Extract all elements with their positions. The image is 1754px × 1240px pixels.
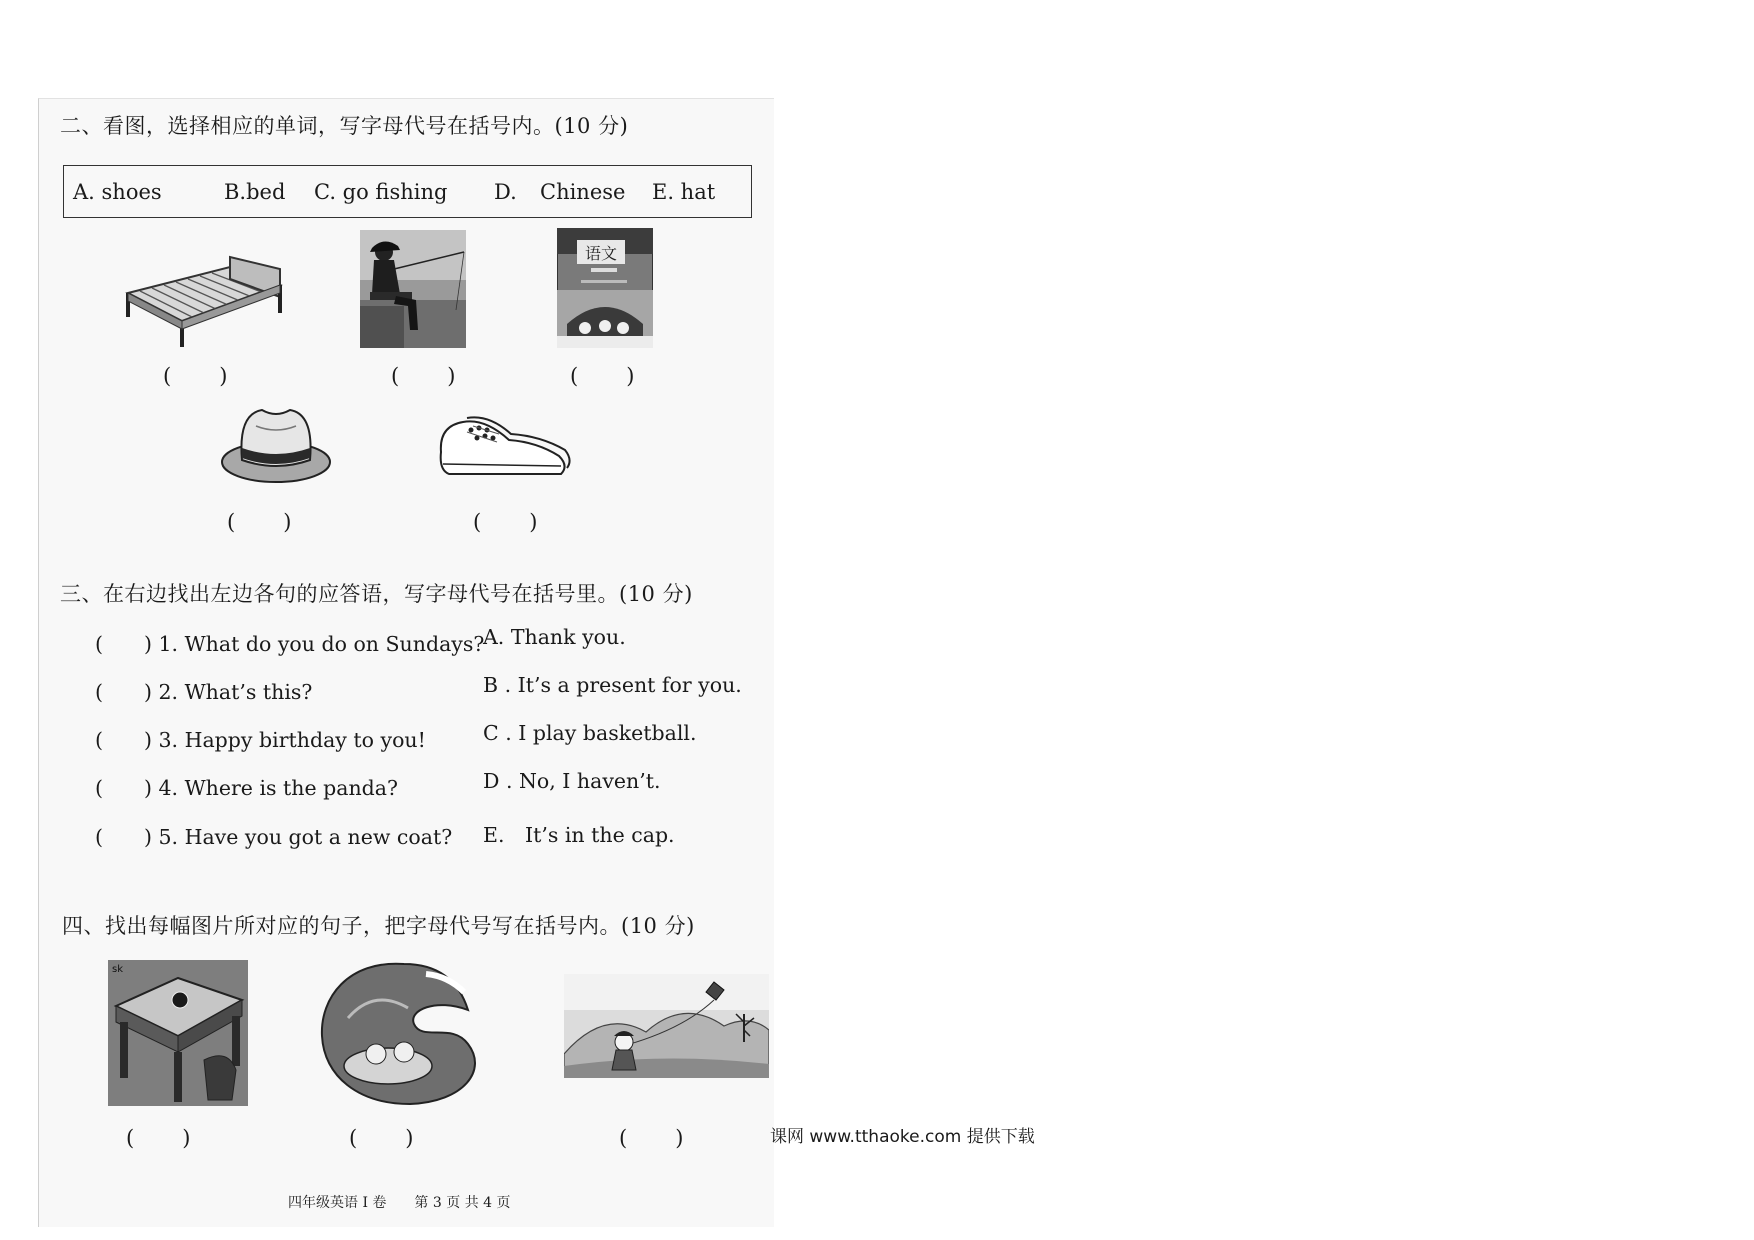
answer-e: E. It’s in the cap. bbox=[483, 823, 675, 847]
answer-b: B . It’s a present for you. bbox=[483, 673, 742, 697]
question-4: ( ) 4. Where is the panda? bbox=[95, 776, 399, 800]
answer-c: C . I play basketball. bbox=[483, 721, 697, 745]
answer-d: D . No, I haven’t. bbox=[483, 769, 661, 793]
shoes-picture bbox=[437, 412, 573, 482]
bed-picture bbox=[120, 255, 285, 351]
question-1: ( ) 1. What do you do on Sundays? bbox=[95, 632, 485, 656]
watermark-text: 课网 www.tthaoke.com 提供下载 bbox=[770, 1127, 1035, 1147]
blank-hat[interactable]: ( ) bbox=[227, 510, 294, 534]
question-5: ( ) 5. Have you got a new coat? bbox=[95, 825, 453, 849]
blank-chinese-book[interactable]: ( ) bbox=[570, 364, 637, 388]
section3-heading: 三、在右边找出左边各句的应答语，写字母代号在括号里。(10 分) bbox=[60, 582, 693, 606]
blank-kite[interactable]: ( ) bbox=[619, 1126, 686, 1150]
word-option-e: E. hat bbox=[652, 180, 716, 204]
section4-heading: 四、找出每幅图片所对应的句子，把字母代号写在括号内。(10 分) bbox=[62, 914, 695, 938]
word-option-d-word: Chinese bbox=[540, 180, 626, 204]
fishing-picture bbox=[360, 230, 466, 348]
desk-picture bbox=[108, 960, 248, 1106]
word-option-c: C. go fishing bbox=[314, 180, 448, 204]
word-option-b: B.bed bbox=[224, 180, 286, 204]
blank-bed[interactable]: ( ) bbox=[163, 364, 230, 388]
section2-heading: 二、看图，选择相应的单词，写字母代号在括号内。(10 分) bbox=[60, 114, 629, 138]
question-3: ( ) 3. Happy birthday to you! bbox=[95, 728, 426, 752]
hat-picture bbox=[220, 404, 332, 488]
word-option-a: A. shoes bbox=[73, 180, 162, 204]
question-2: ( ) 2. What’s this? bbox=[95, 680, 313, 704]
blank-shoes[interactable]: ( ) bbox=[473, 510, 540, 534]
blank-desk[interactable]: ( ) bbox=[126, 1126, 193, 1150]
sleeping-children-picture bbox=[318, 958, 488, 1108]
svg-text:语文: 语文 bbox=[584, 244, 618, 263]
blank-sleeping[interactable]: ( ) bbox=[349, 1126, 416, 1150]
page-footer: 四年级英语 I 卷 第 3 页 共 4 页 bbox=[288, 1195, 511, 1211]
answer-a: A. Thank you. bbox=[483, 625, 626, 649]
blank-fishing[interactable]: ( ) bbox=[391, 364, 458, 388]
word-option-d-letter: D. bbox=[494, 180, 517, 204]
svg-text:sk: sk bbox=[112, 964, 124, 975]
chinese-book-picture bbox=[557, 228, 653, 348]
boy-flying-kite-picture bbox=[564, 974, 769, 1078]
